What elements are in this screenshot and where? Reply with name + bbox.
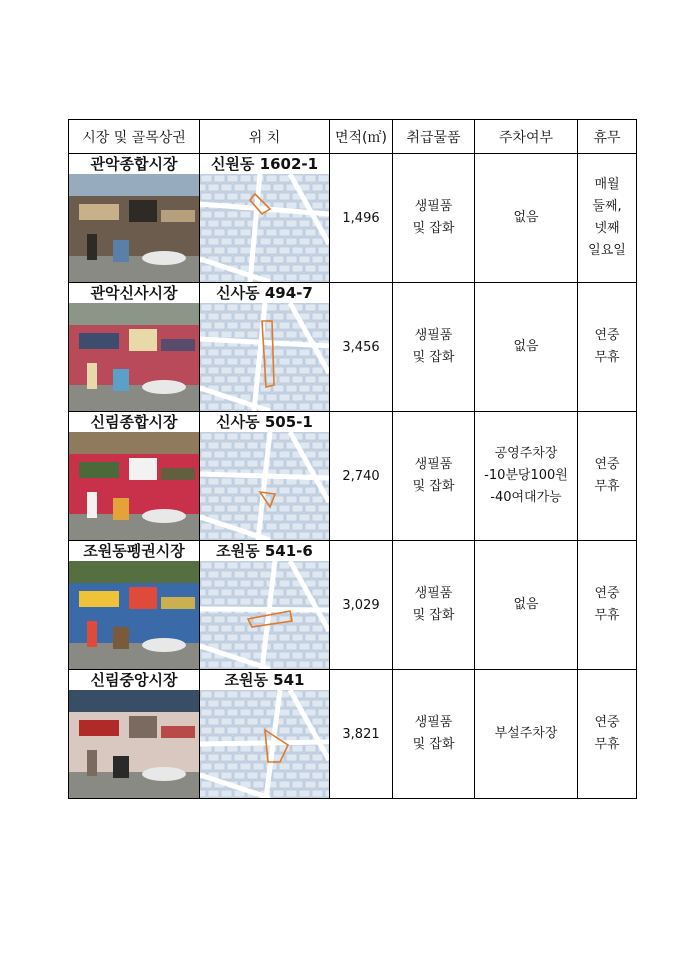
cadastral-map (200, 432, 329, 540)
area-cell: 3,821 (330, 670, 393, 799)
goods-cell-line: 생필품 (414, 328, 453, 343)
parking-cell-line: -10분당100원 (484, 468, 568, 483)
market-address: 조원동 541-6 (216, 542, 313, 560)
market-photo (69, 690, 199, 798)
market-cell (69, 154, 200, 283)
area-cell: 1,496 (330, 154, 393, 283)
location-cell (200, 154, 330, 283)
closed-cell-line: 연중 (594, 586, 620, 601)
location-cell (200, 541, 330, 670)
table-row (69, 283, 637, 412)
header-goods: 취급물품 (393, 120, 475, 154)
parking-cell (475, 283, 578, 412)
closed-cell (578, 154, 637, 283)
closed-cell-line: 무휴 (594, 737, 620, 752)
cadastral-map (200, 303, 329, 411)
goods-cell-line: 생필품 (414, 457, 453, 472)
location-cell (200, 670, 330, 799)
closed-cell-line: 매월 (594, 177, 620, 192)
table-row (69, 412, 637, 541)
goods-cell-line: 생필품 (414, 586, 453, 601)
cadastral-map (200, 690, 329, 798)
area-cell: 3,029 (330, 541, 393, 670)
closed-cell-line: 연중 (594, 715, 620, 730)
parking-cell-line: 없음 (513, 210, 539, 225)
parking-cell-line: -40여대가능 (490, 490, 562, 505)
closed-cell-line: 무휴 (594, 479, 620, 494)
market-photo (69, 174, 199, 282)
closed-cell (578, 283, 637, 412)
area-cell: 3,456 (330, 283, 393, 412)
table-row (69, 541, 637, 670)
closed-cell-line: 연중 (594, 457, 620, 472)
location-cell (200, 283, 330, 412)
goods-cell-line: 및 잡화 (412, 479, 455, 494)
parking-cell (475, 541, 578, 670)
header-market: 시장 및 골목상권 (69, 120, 200, 154)
market-cell (69, 541, 200, 670)
goods-cell (393, 412, 475, 541)
market-name: 관악종합시장 (90, 155, 178, 173)
goods-cell-line: 및 잡화 (412, 221, 455, 236)
closed-cell-line: 연중 (594, 328, 620, 343)
header-location: 위 치 (200, 120, 330, 154)
market-cell (69, 283, 200, 412)
table-row (69, 670, 637, 799)
table-row (69, 154, 637, 283)
goods-cell (393, 154, 475, 283)
area-cell: 2,740 (330, 412, 393, 541)
goods-cell (393, 283, 475, 412)
market-cell (69, 412, 200, 541)
market-name: 신림중앙시장 (90, 671, 178, 689)
market-address: 신사동 494-7 (216, 284, 313, 302)
parking-cell (475, 670, 578, 799)
goods-cell-line: 생필품 (414, 199, 453, 214)
market-photo (69, 303, 199, 411)
market-cell (69, 670, 200, 799)
closed-cell (578, 541, 637, 670)
goods-cell-line: 및 잡화 (412, 608, 455, 623)
market-address: 신원동 1602-1 (210, 155, 319, 173)
market-photo (69, 561, 199, 669)
header-area: 면적(㎡) (330, 120, 393, 154)
parking-cell-line: 부설주차장 (494, 726, 558, 741)
market-table (68, 119, 637, 799)
closed-cell (578, 412, 637, 541)
market-photo (69, 432, 199, 540)
goods-cell-line: 및 잡화 (412, 350, 455, 365)
cadastral-map (200, 174, 329, 282)
parking-cell-line: 없음 (513, 597, 539, 612)
market-name: 조원동펭권시장 (83, 542, 185, 560)
goods-cell (393, 670, 475, 799)
goods-cell-line: 및 잡화 (412, 737, 455, 752)
market-name: 신림종합시장 (90, 413, 178, 431)
parking-cell-line: 없음 (513, 339, 539, 354)
header-parking: 주차여부 (475, 120, 578, 154)
market-name: 관악신사시장 (90, 284, 178, 302)
closed-cell-line: 일요일 (588, 243, 626, 258)
header-closed: 휴무 (578, 120, 637, 154)
goods-cell-line: 생필품 (414, 715, 453, 730)
closed-cell-line: 무휴 (594, 350, 620, 365)
location-cell (200, 412, 330, 541)
header-row (69, 120, 637, 154)
goods-cell (393, 541, 475, 670)
closed-cell (578, 670, 637, 799)
cadastral-map (200, 561, 329, 669)
closed-cell-line: 넷째 (594, 221, 620, 236)
market-address: 조원동 541 (224, 671, 305, 689)
closed-cell-line: 둘째, (592, 199, 622, 214)
parking-cell (475, 412, 578, 541)
closed-cell-line: 무휴 (594, 608, 620, 623)
parking-cell-line: 공영주차장 (494, 446, 558, 461)
market-address: 신사동 505-1 (216, 413, 313, 431)
parking-cell (475, 154, 578, 283)
